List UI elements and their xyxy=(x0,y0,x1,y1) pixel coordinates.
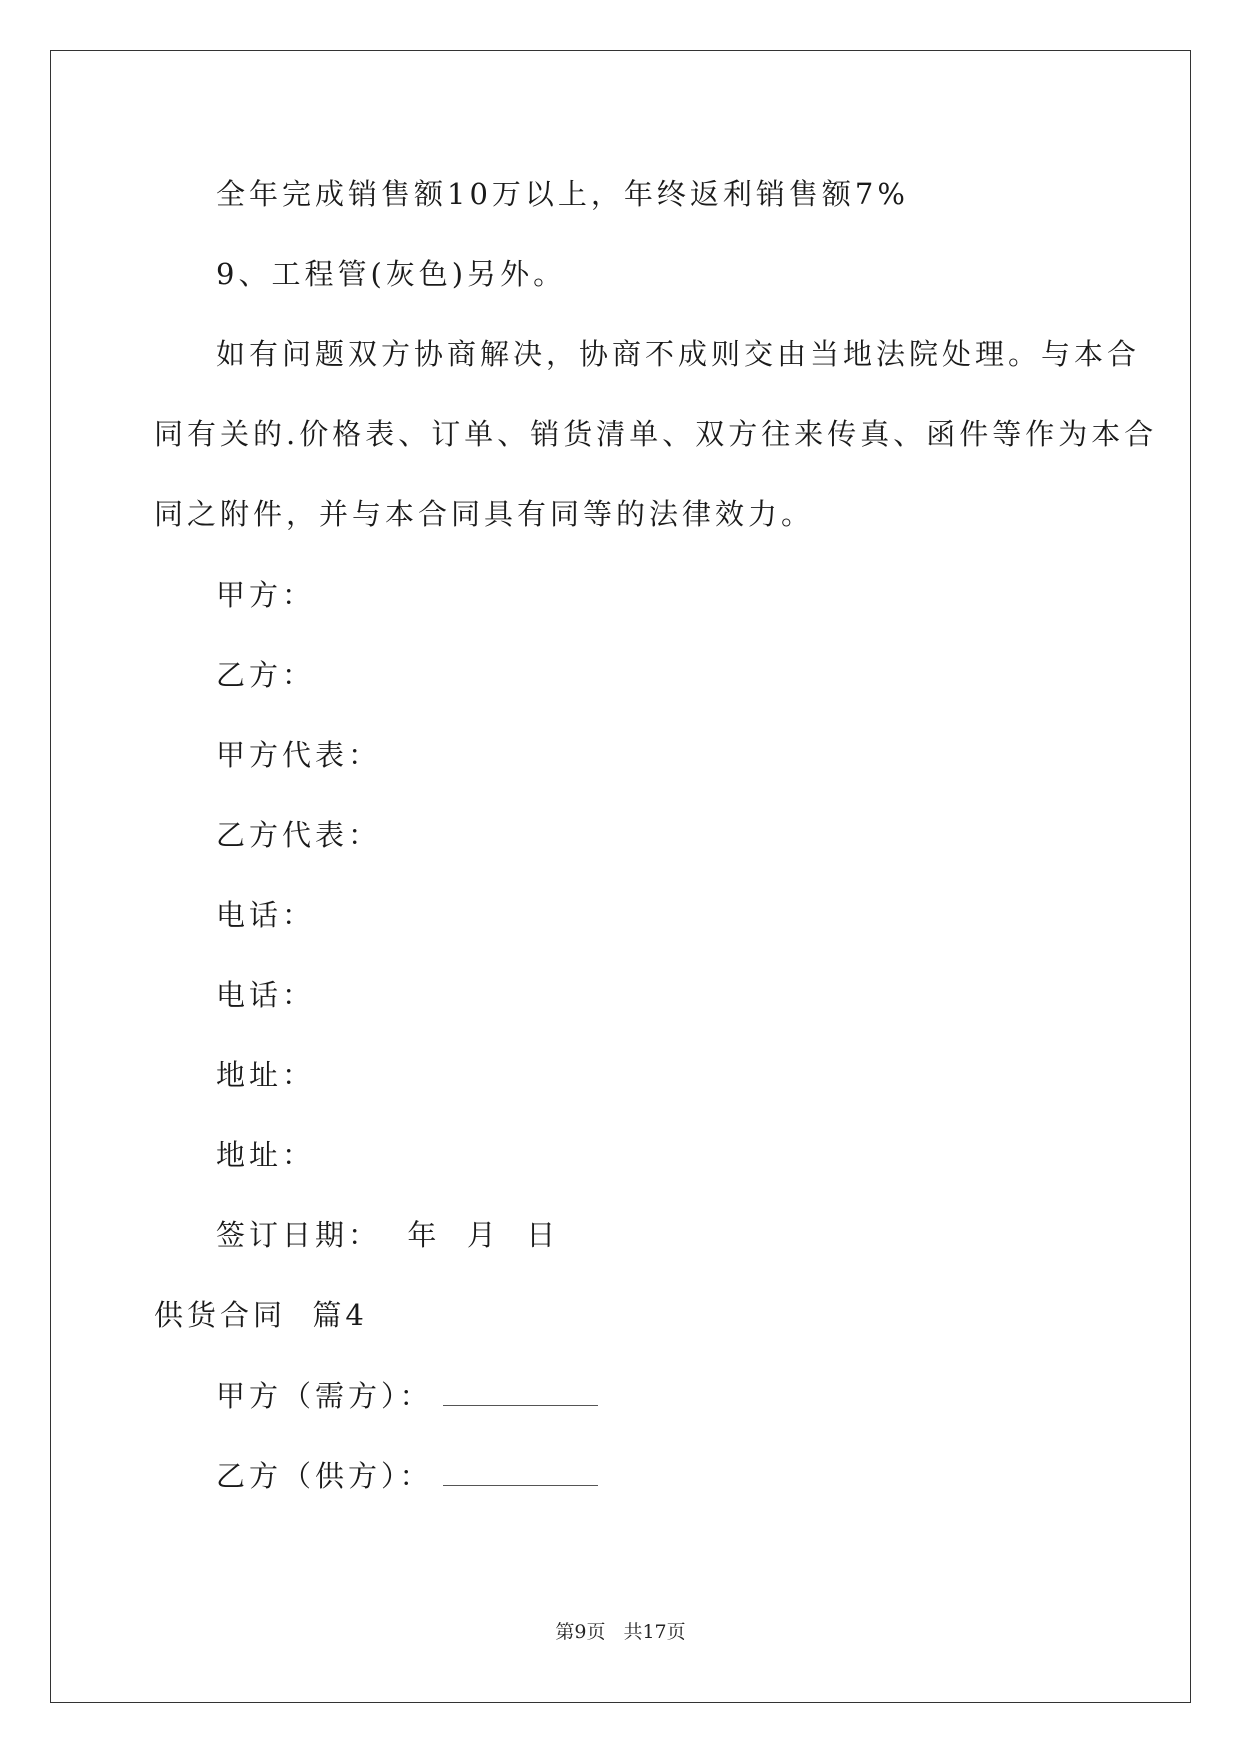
page-number: 第9页 xyxy=(555,1621,606,1643)
supplier-party-blank xyxy=(443,1459,598,1486)
dispute-paragraph-line-3: 同之附件，并与本合同具有同等的法律效力。 xyxy=(154,497,815,531)
signing-date-line: 签订日期： 年 月 日 xyxy=(216,1218,560,1252)
party-a-representative-label: 甲方代表： xyxy=(216,738,382,772)
supplier-party-label: 乙方（供方）： xyxy=(216,1459,433,1493)
party-b-representative-label: 乙方代表： xyxy=(216,818,382,852)
buyer-party-line xyxy=(216,1376,598,1416)
party-a-label: 甲方： xyxy=(216,578,316,612)
buyer-party-label: 甲方（需方）： xyxy=(216,1379,433,1413)
party-b-phone-label: 电话： xyxy=(216,978,316,1012)
section-heading: 供货合同 篇4 xyxy=(154,1298,368,1332)
sales-rebate-line: 全年完成销售额10万以上，年终返利销售额7% xyxy=(216,177,909,211)
party-a-address-label: 地址： xyxy=(216,1058,316,1092)
party-b-label: 乙方： xyxy=(216,658,316,692)
party-a-phone-label: 电话： xyxy=(216,898,316,932)
page-footer xyxy=(0,1620,1241,1644)
clause-9-line: 9、工程管(灰色)另外。 xyxy=(216,257,567,291)
dispute-paragraph-line-1: 如有问题双方协商解决，协商不成则交由当地法院处理。与本合 xyxy=(216,337,1141,371)
buyer-party-blank xyxy=(443,1379,598,1406)
supplier-party-line xyxy=(216,1456,598,1496)
party-b-address-label: 地址： xyxy=(216,1138,316,1172)
total-pages: 共17页 xyxy=(623,1621,686,1643)
dispute-paragraph-line-2: 同有关的.价格表、订单、销货清单、双方往来传真、函件等作为本合 xyxy=(154,417,1158,451)
